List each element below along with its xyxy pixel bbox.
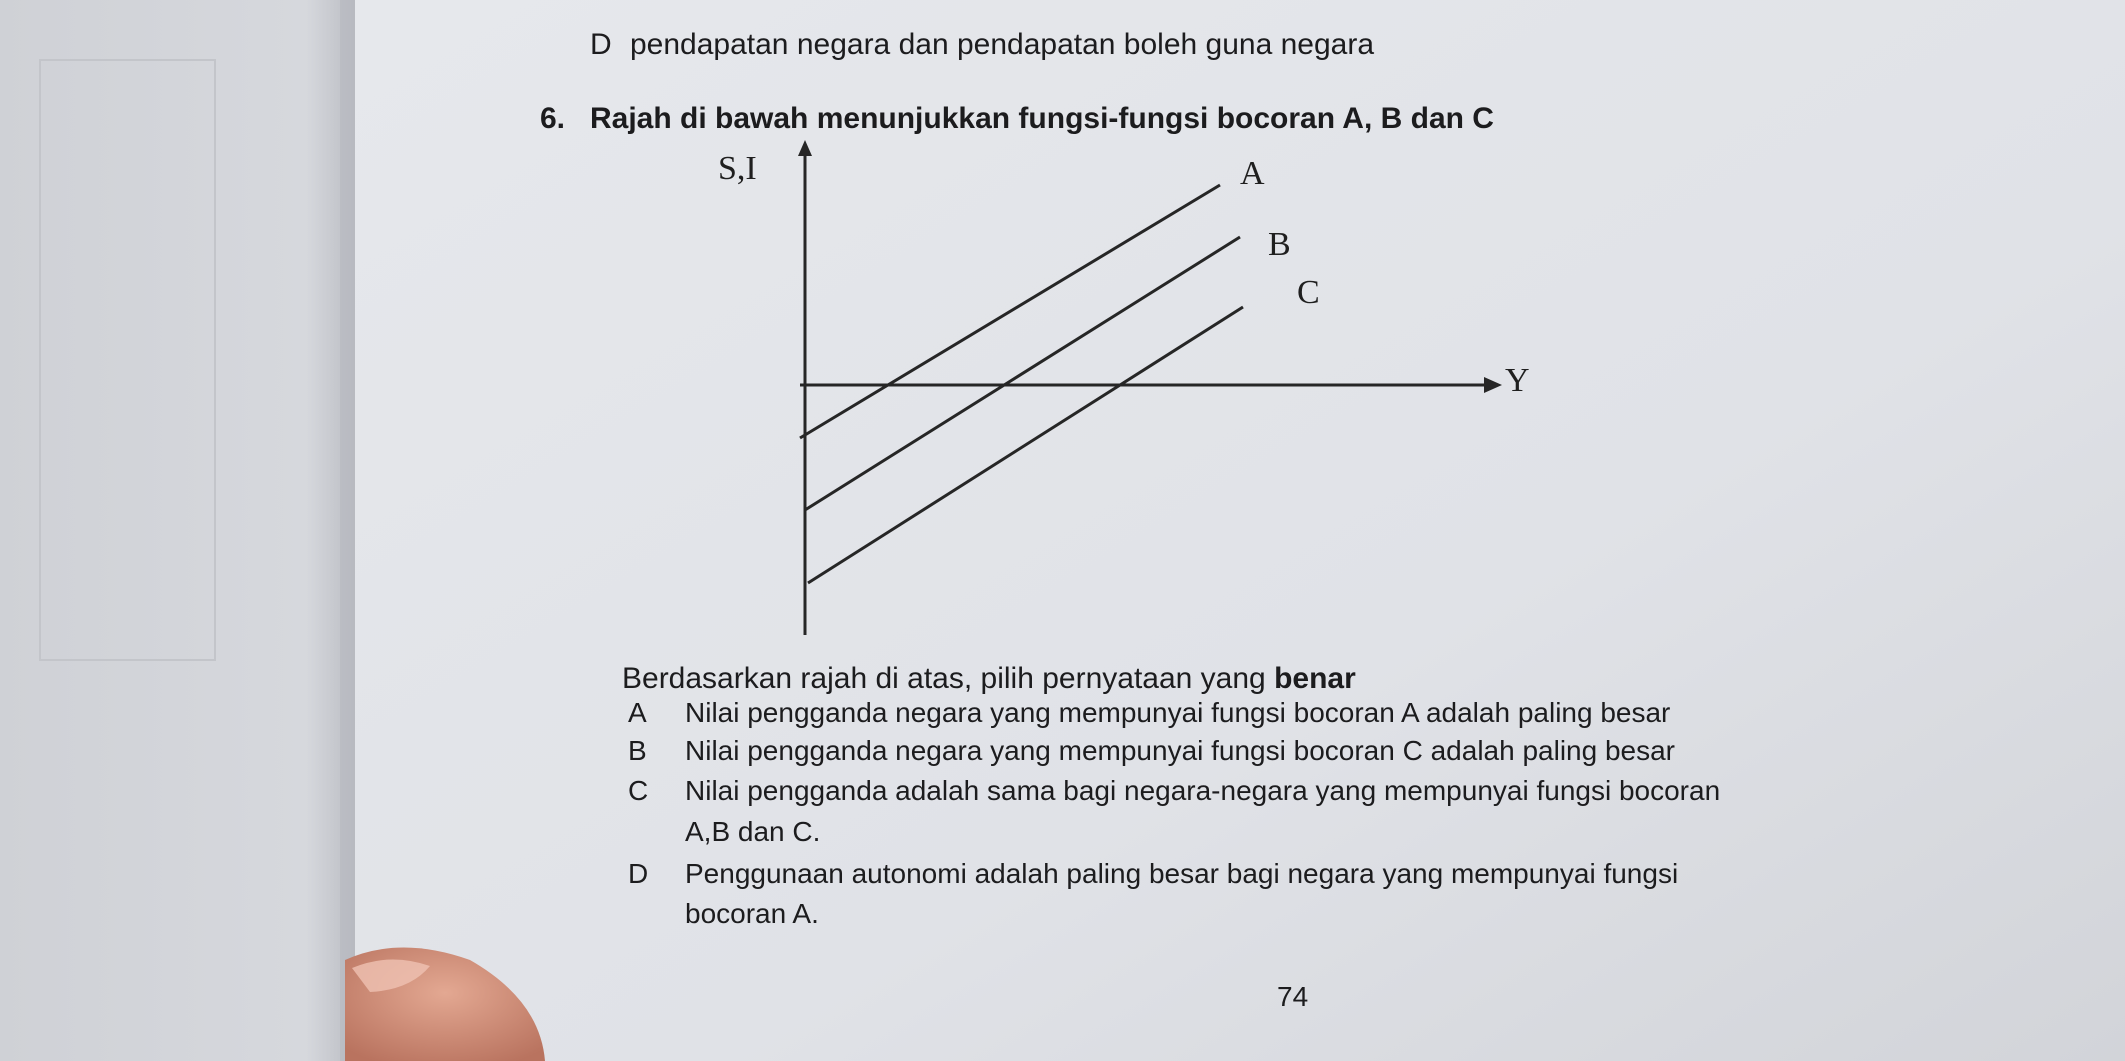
question-prompt-emphasis: benar (1274, 662, 1356, 695)
option-c-text-continued: A,B dan C. (685, 816, 821, 847)
y-axis-label: S,I (718, 150, 757, 187)
question-number: 6. (540, 102, 566, 135)
option-d-letter: D (628, 858, 649, 889)
x-axis-arrowhead (1484, 377, 1502, 393)
option-b-letter: B (628, 735, 647, 766)
leakage-line-a (800, 185, 1220, 438)
leakage-line-c (808, 307, 1243, 583)
leakage-line-b (805, 237, 1240, 510)
option-a-letter: A (628, 697, 647, 728)
previous-option-letter: D (590, 28, 612, 61)
line-label-c: C (1297, 274, 1320, 311)
option-c-letter: C (628, 775, 649, 806)
question-prompt-text: Berdasarkan rajah di atas, pilih pernyataan yang (622, 662, 1266, 695)
option-d-text: Penggunaan autonomi adalah paling besar bagi negara yang mempunyai fungsi (685, 858, 1679, 889)
page-number: 74 (1277, 981, 1309, 1012)
line-label-b: B (1268, 226, 1291, 263)
option-a-text: Nilai pengganda negara yang mempunyai fungsi bocoran A adalah paling besar (685, 697, 1671, 728)
line-label-a: A (1240, 155, 1265, 192)
question-stem: Rajah di bawah menunjukkan fungsi-fungsi bocoran A, B dan C (590, 102, 1494, 135)
option-c-text: Nilai pengganda adalah sama bagi negara-negara yang mempunyai fungsi bocoran (685, 775, 1721, 806)
option-b-text: Nilai pengganda negara yang mempunyai fungsi bocoran C adalah paling besar (685, 735, 1676, 766)
question-prompt (622, 664, 1356, 694)
option-d-text-continued: bocoran A. (685, 898, 819, 929)
previous-option-text: pendapatan negara dan pendapatan boleh guna negara (630, 28, 1375, 61)
y-axis-arrowhead (798, 140, 812, 156)
x-axis-label: Y (1505, 362, 1530, 399)
